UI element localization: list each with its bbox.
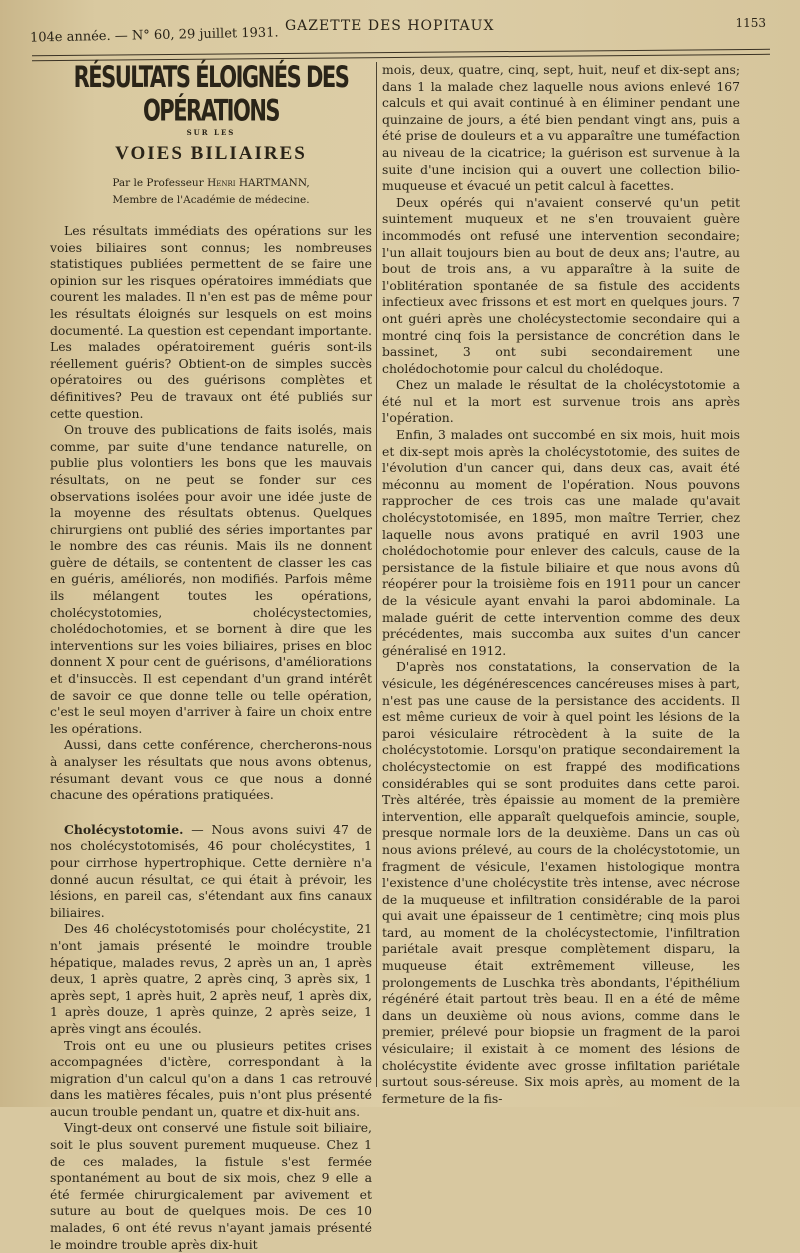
column-divider	[376, 62, 377, 1087]
paragraph-continued: mois, deux, quatre, cinq, sept, huit, neuf et dix-sept ans; dans 1 la malade chez laquelle nous avions enlevé 167 calculs et qui avait continué à en éliminer pendant une quinzaine de jours, a été bien pendant vingt ans, puis a été prise de douleurs et a vu apparaître une tuméfaction au niveau de la cicatrice; la guérison est survenue à la suite d'une incision qui a ouvert une collection bilio-muqueuse et évacué un petit calcul à facettes.	[382, 62, 740, 194]
article-subject: VOIES BILIAIRES	[115, 143, 307, 164]
section-run-in-heading: Cholécystotomie.	[64, 821, 184, 837]
running-header	[30, 14, 770, 48]
article-heading	[50, 60, 372, 209]
right-column	[382, 62, 740, 1106]
author-affiliation: Membre de l'Académie de médecine.	[112, 194, 310, 206]
paragraph: Les résultats immédiats des opérations sur les voies biliaires sont connus; les nombreuses statistiques publiées permettent de se faire une opinion sur les risques opératoires immédiats que courent les malades. Il n'en est pas de même pour les résultats éloignés sur lesquels on est moins documenté. La question est cependant importante. Les malades opératoirement guéris sont-ils réellement guéris? Obtient-on de simples succès opératoires ou des guérisons complètes et définitives? Peu de travaux ont été publiés sur cette question.	[50, 223, 372, 421]
paragraph: Trois ont eu une ou plusieurs petites crises accompagnées d'ictère, correspondant à la migration d'un calcul qu'on a dans 1 cas retrouvé dans les matières fécales, puis n'ont plus présenté aucun trouble pendant un, quatre et dix-huit ans.	[50, 1037, 372, 1119]
author-name: Henri HARTMANN,	[207, 177, 310, 189]
paragraph: Aussi, dans cette conférence, chercherons-nous à analyser les résultats que nous avons obtenus, résumant devant vous ce que nous a donné chacune des opérations pratiquées.	[50, 737, 372, 803]
paragraph: On trouve des publications de faits isolés, mais comme, par suite d'une tendance naturelle, on publie plus volontiers les bons que les mauvais résultats, on ne peut se fonder sur ces observations isolées pour avoir une idée juste de la moyenne des résultats obtenus. Quelques chirurgiens ont publié des séries importantes par le nombre des cas réunis. Mais ils ne donnent guère de détails, se contentent de classer les cas en guéris, améliorés, non modifiés. Parfois même ils mélangent toutes les opérations, cholécystotomies, cholécystectomies, cholédochotomies, et se bornent à dire que les interventions sur les voies biliaires, prises en bloc donnent X pour cent de guérisons, d'améliorations et d'insuccès. Il est cependant d'un grand intérêt de savoir ce que donne telle ou telle opération, c'est le seul moyen d'arriver à faire un choix entre les opérations.	[50, 422, 372, 736]
title-connector: SUR LES	[186, 128, 236, 137]
paragraph: Vingt-deux ont conservé une fistule soit biliaire, soit le plus souvent purement muqueuse. Chez 1 de ces malades, la fistule s'est fermée spontanément au bout de six mois, chez 9 elle a été fermée chirurgicalement par avivement et suture au bout de quelques mois. De ces 10 malades, 6 ont été revus n'ayant jamais présenté le moindre trouble après dix-huit	[50, 1120, 372, 1252]
paragraph: Chez un malade le résultat de la cholécystotomie a été nul et la mort est survenue trois ans après l'opération.	[382, 377, 740, 426]
paragraph: Deux opérés qui n'avaient conservé qu'un petit suintement muqueux et ne s'en trouvaient guère incommodés ont refusé une intervention secondaire; l'un allait toujours bien au bout de deux ans; l'autre, au bout de trois ans, a vu apparaître à la suite de l'oblitération spontanée de sa fistule des accidents infectieux avec frissons et est mort en quelques jours. 7 ont guéri après une cholécystectomie secondaire qui a montré cinq fois la persistance de concrétion dans le bassinet, 3 ont subi secondairement une cholédochotomie pour calcul du cholédoque.	[382, 194, 740, 376]
section-gap	[50, 804, 372, 822]
article-title: RÉSULTATS ÉLOIGNÉS DES OPÉRATIONS	[73, 60, 349, 128]
paragraph: D'après nos constatations, la conservation de la vésicule, les dégénérescences cancéreuses mises à part, n'est pas une cause de la persistance des accidents. Il est même curieux de voir à quel point les lésions de la paroi vésiculaire rétrocèdent à la suite de la cholécystotomie. Lorsqu'on pratique secondairement la cholécystectomie on est frappé des modifications considérables qui se sont produites dans cette paroi. Très altérée, très épaissie au moment de la première intervention, elle apparaît quelquefois amincie, souple, presque normale lors de la deuxième. Dans un cas où nous avions prélevé, au cours de la cholécystotomie, un fragment de vésicule, l'examen histologique montra l'existence d'une cholécystite très intense, avec nécrose de la muqueuse et infiltration considérable de la paroi qui avait une épaisseur de 1 centimètre; cinq mois plus tard, au moment de la cholécystectomie, l'infiltration pariétale avait presque complètement disparu, la muqueuse était extrêmement villeuse, les prolongements de Luschka très abondants, l'épithélium régénéré était partout très beau. Il en a été de même dans un deuxième où nous avions, comme dans le premier, prélevé pour biopsie un fragment de la paroi vésiculaire; il existait à ce moment des lésions de cholécystite évidente avec grosse infiltation pariétale surtout sous-séreuse. Six mois après, au moment de la fermeture de la fis-	[382, 659, 740, 1106]
volume-issue: 104e année. — N° 60, 29 juillet 1931.	[29, 25, 279, 46]
byline	[50, 175, 372, 192]
byline-prefix: Par le Professeur	[112, 177, 204, 189]
paragraph: Des 46 cholécystotomisés pour cholécystite, 21 n'ont jamais présenté le moindre trouble hépatique, malades revus, 2 après un an, 1 après deux, 1 après quatre, 2 après cinq, 3 après six, 1 après sept, 1 après huit, 2 après neuf, 1 après dix, 1 après douze, 1 après quinze, 2 après seize, 1 après vingt ans écoulés.	[50, 921, 372, 1036]
page-number: 1153	[735, 16, 766, 30]
left-column	[50, 60, 372, 1252]
journal-title: GAZETTE DES HOPITAUX	[285, 18, 495, 34]
section-text: — Nous avons suivi 47 de nos cholécystotomisés, 46 pour cholécystites, 1 pour cirrhose hypertrophique. Cette dernière n'a donné aucun résultat, ce qui était à prévoir, les lésions, en pareil cas, s'étendant aux fins canaux biliaires.	[50, 821, 372, 920]
section-paragraph-cholecystotomie	[50, 822, 372, 922]
paragraph: Enfin, 3 malades ont succombé en six mois, huit mois et dix-sept mois après la cholécystotomie, des suites de l'évolution d'un cancer qui, dans deux cas, avait été méconnu au moment de l'opération. Nous pouvons rapprocher de ces trois cas une malade qu'avait cholécystotomisée, en 1895, mon maître Terrier, chez laquelle nous avons pratiqué en avril 1903 une cholédochotomie pour enlever des calculs, cause de la persistance de la fistule biliaire et que nous avons dû réopérer pour la troisième fois en 1911 pour un cancer de la vésicule ayant envahi la paroi abdominale. La malade guérit de cette intervention comme des deux précédentes, mais succomba aux suites d'un cancer généralisé en 1912.	[382, 427, 740, 658]
